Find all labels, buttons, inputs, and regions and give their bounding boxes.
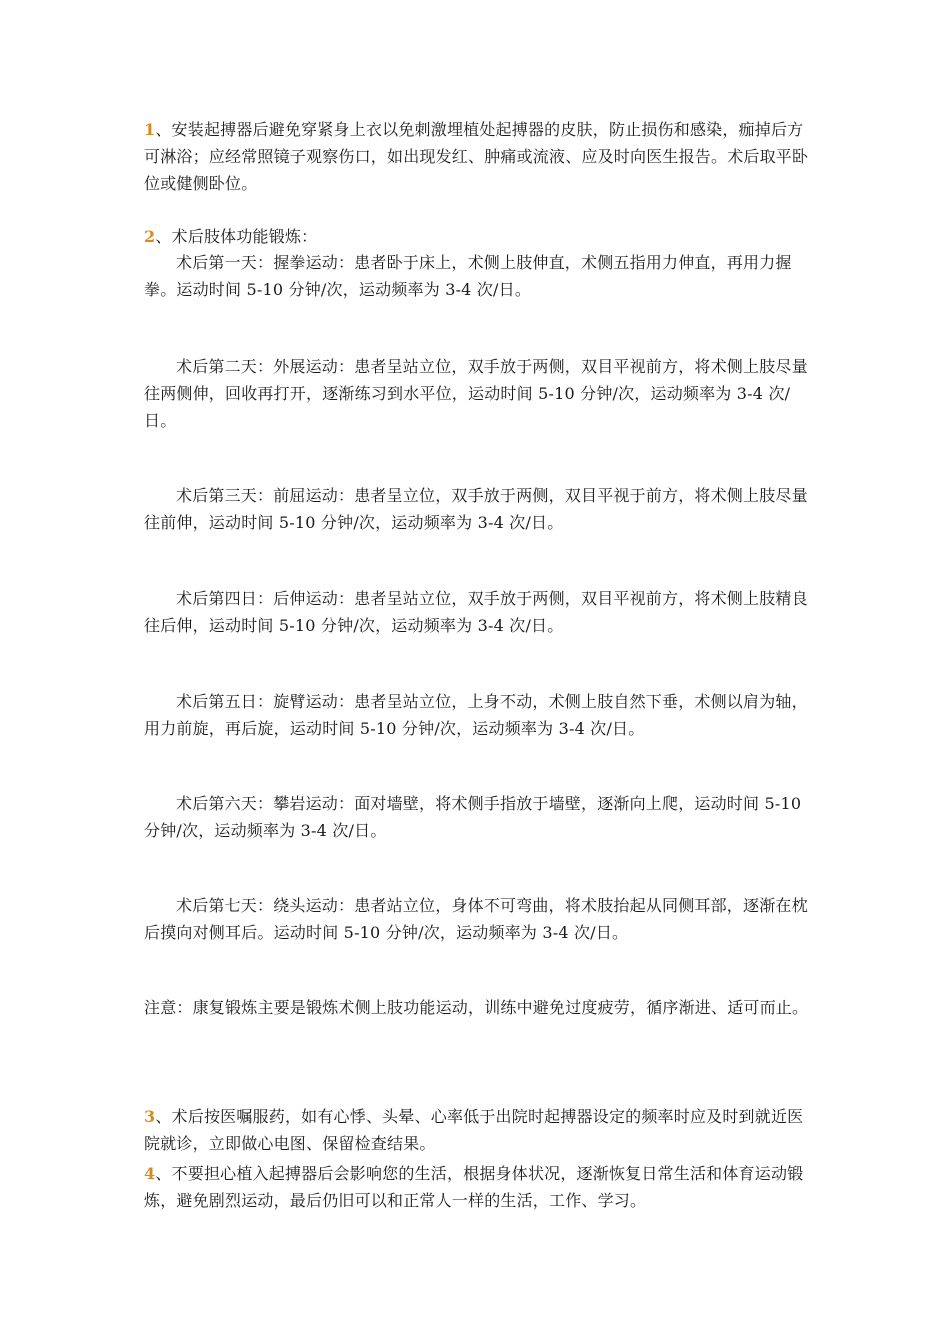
day-7-paragraph bbox=[144, 892, 812, 946]
section-4-paragraph bbox=[144, 1160, 812, 1214]
section-2-heading bbox=[144, 223, 812, 250]
day-4-text: 术后第四日：后伸运动：患者呈站立位，双手放于两侧，双目平视前方，将术侧上肢精良往后伸，运动时间 5-10 分钟/次，运动频率为 3-4 次/日。 bbox=[144, 589, 808, 635]
section-4 bbox=[144, 1160, 812, 1214]
section-3-paragraph bbox=[144, 1103, 812, 1157]
day-2-paragraph bbox=[144, 353, 812, 434]
day-1-text: 术后第一天：握拳运动：患者卧于床上，术侧上肢伸直，术侧五指用力伸直，再用力握拳。运动时间 5-10 分钟/次，运动频率为 3-4 次/日。 bbox=[144, 253, 792, 299]
note-text: 注意：康复锻炼主要是锻炼术侧上肢功能运动，训练中避免过度疲劳，循序渐进、适可而止。 bbox=[144, 998, 809, 1017]
day-1-paragraph bbox=[144, 249, 812, 303]
section-2-heading-paragraph bbox=[144, 223, 812, 250]
day-5-text: 术后第五日：旋臂运动：患者呈站立位，上身不动，术侧上肢自然下垂，术侧以肩为轴，用力前旋，再后旋，运动时间 5-10 分钟/次，运动频率为 3-4 次/日。 bbox=[144, 692, 808, 738]
section-1-paragraph bbox=[144, 116, 812, 197]
section-4-text: 、不要担心植入起搏器后会影响您的生活，根据身体状况，逐渐恢复日常生活和体育运动锻炼，避免剧烈运动，最后仍旧可以和正常人一样的生活，工作、学习。 bbox=[144, 1164, 804, 1210]
section-1-number: 1 bbox=[144, 120, 156, 139]
day-2-text: 术后第二天：外展运动：患者呈站立位，双手放于两侧，双目平视前方，将术侧上肢尽量往两侧伸，回收再打开，逐渐练习到水平位，运动时间 5-10 分钟/次，运动频率为 3-4 次/日。 bbox=[144, 357, 808, 430]
day-5-paragraph bbox=[144, 688, 812, 742]
section-2-heading-text: 、术后肢体功能锻炼： bbox=[155, 227, 318, 246]
section-1 bbox=[144, 116, 812, 197]
section-4-number: 4 bbox=[144, 1164, 156, 1183]
day-3-paragraph bbox=[144, 482, 812, 536]
section-3-number: 3 bbox=[144, 1107, 156, 1126]
day-3-text: 术后第三天：前屈运动：患者呈立位，双手放于两侧，双目平视于前方，将术侧上肢尽量往前伸，运动时间 5-10 分钟/次，运动频率为 3-4 次/日。 bbox=[144, 486, 808, 532]
note-paragraph bbox=[144, 994, 812, 1021]
day-6-paragraph bbox=[144, 790, 812, 844]
section-2-number: 2 bbox=[144, 227, 156, 246]
section-1-text: 、安装起搏器后避免穿紧身上衣以免刺激埋植处起搏器的皮肤，防止损伤和感染，痂掉后方可淋浴；应经常照镜子观察伤口，如出现发红、肿痛或流液、应及时向医生报告。术后取平卧位或健侧卧位。 bbox=[144, 120, 809, 193]
day-4-paragraph bbox=[144, 585, 812, 639]
day-7-text: 术后第七天：绕头运动：患者站立位，身体不可弯曲，将术肢抬起从同侧耳部，逐渐在枕后摸向对侧耳后。运动时间 5-10 分钟/次，运动频率为 3-4 次/日。 bbox=[144, 896, 808, 942]
section-3-text: 、术后按医嘱服药，如有心悸、头晕、心率低于出院时起搏器设定的频率时应及时到就近医院就诊，立即做心电图、保留检查结果。 bbox=[144, 1107, 804, 1153]
section-3 bbox=[144, 1103, 812, 1157]
day-6-text: 术后第六天：攀岩运动：面对墙壁，将术侧手指放于墙壁，逐渐向上爬，运动时间 5-10 分钟/次，运动频率为 3-4 次/日。 bbox=[144, 794, 802, 840]
